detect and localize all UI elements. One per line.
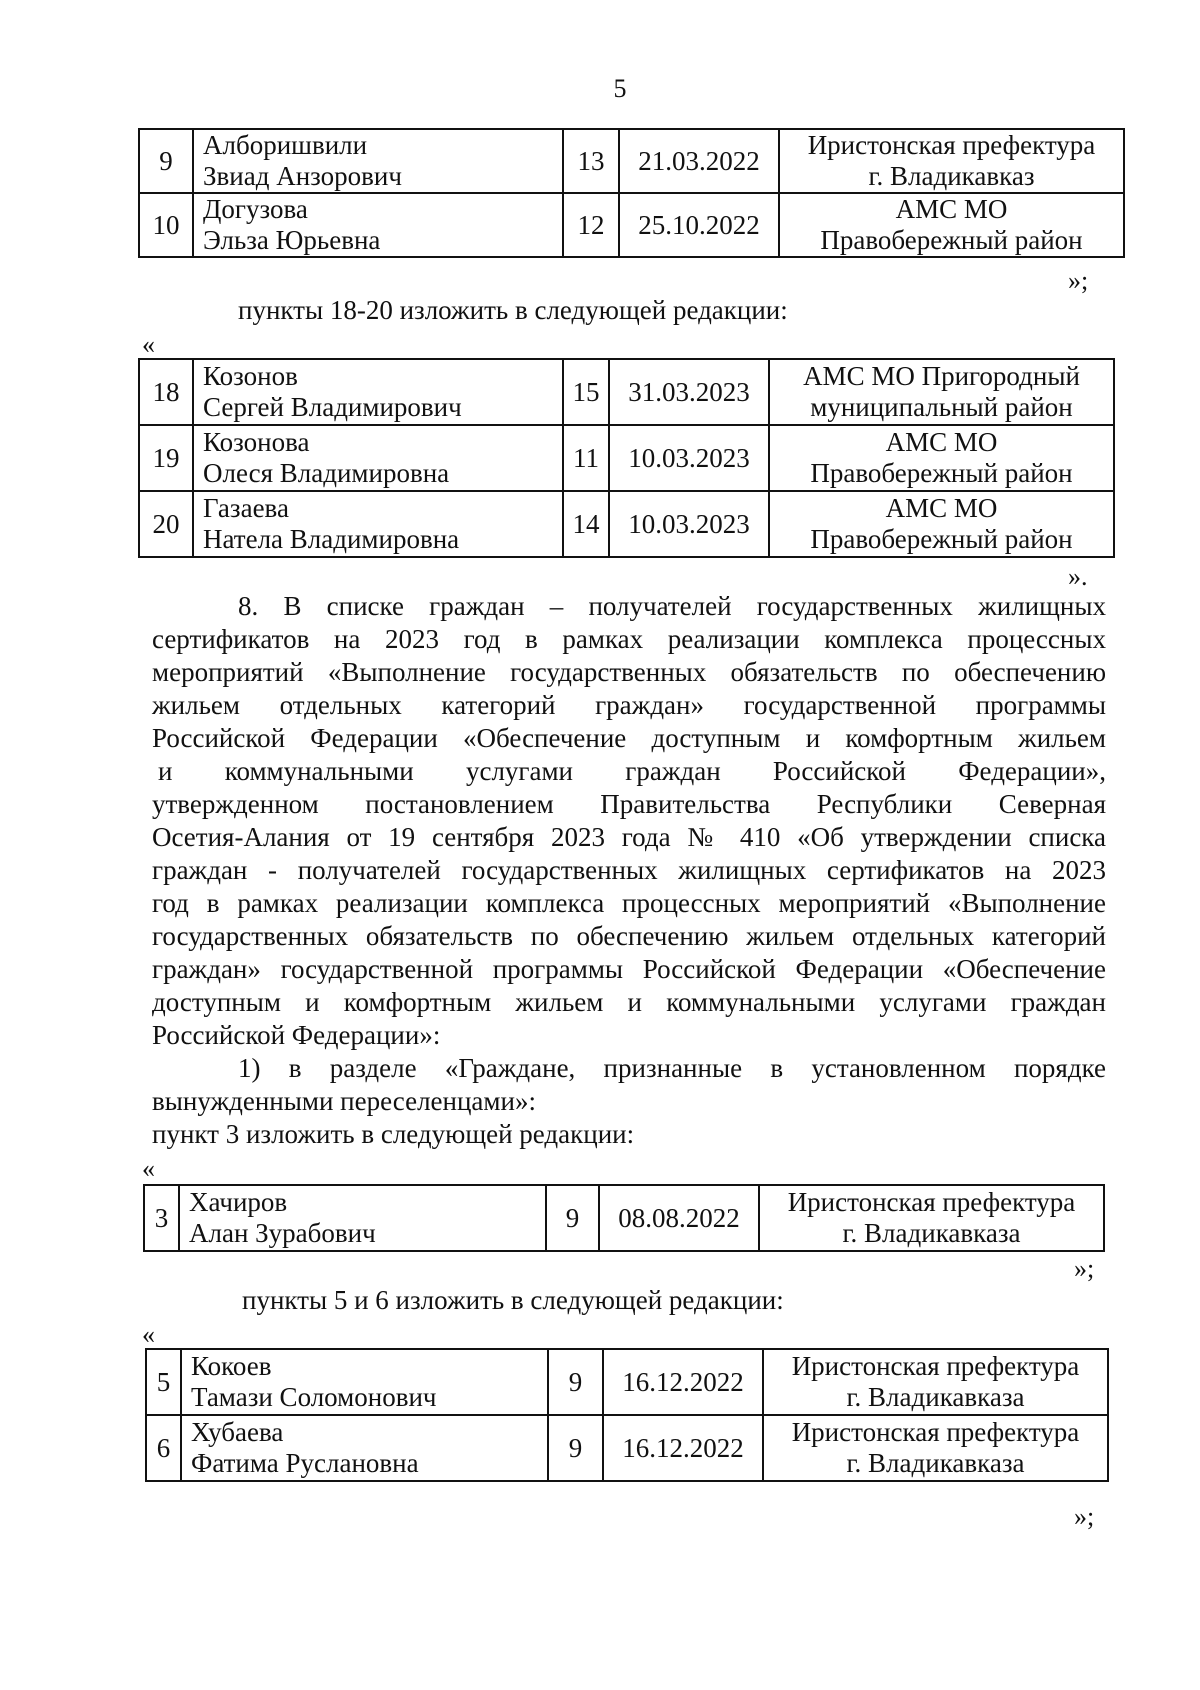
paragraph-line: Российской Федерации «Обеспечение доступным и комфортным жильем [152, 723, 1106, 753]
citizen-first-name: Олеся Владимировна [203, 458, 450, 488]
organization-line-1: Иристонская префектура [787, 1187, 1076, 1217]
row-number: 6 [146, 1415, 181, 1481]
registration-date: 21.03.2022 [619, 129, 779, 193]
opening-quote: « [142, 1154, 155, 1183]
table-row [139, 425, 1114, 491]
table-row [144, 1185, 1104, 1251]
table-row [139, 491, 1114, 557]
citizen-first-name: Фатима Руслановна [191, 1448, 419, 1478]
organization-line-2: г. Владикавказа [846, 1448, 1025, 1478]
row-number: 10 [139, 193, 193, 257]
citizen-name [181, 1415, 548, 1481]
intro-text: пункт 3 изложить в следующей редакции: [152, 1119, 635, 1149]
table-citizens-4 [145, 1348, 1109, 1482]
paragraph-line: мероприятий «Выполнение государственных обязательств по обеспечению [152, 657, 1106, 687]
paragraph-line: граждан - получателей государственных жилищных сертификатов на 2023 [152, 855, 1106, 885]
opening-quote: « [142, 330, 155, 359]
opening-quote: « [142, 1320, 155, 1349]
family-size: 14 [563, 491, 609, 557]
citizen-name [193, 193, 563, 257]
citizen-name [193, 491, 563, 557]
citizen-first-name: Алан Зурабович [189, 1218, 376, 1248]
citizen-name [193, 425, 563, 491]
citizen-last-name: Кокоев [191, 1351, 272, 1381]
organization [779, 193, 1124, 257]
organization-line-2: г. Владикавказ [868, 161, 1035, 191]
registration-date: 08.08.2022 [599, 1185, 759, 1251]
citizen-first-name: Тамази Соломонович [191, 1382, 437, 1412]
citizen-last-name: Алборишвили [203, 130, 368, 160]
organization-line-1: Иристонская префектура [807, 130, 1096, 160]
paragraph-line: жильем отдельных категорий граждан» государственной программы [152, 690, 1106, 720]
page-number: 5 [613, 74, 627, 103]
paragraph-line: сертификатов на 2023 год в рамках реализации комплекса процессных [152, 624, 1106, 654]
citizen-name [179, 1185, 546, 1251]
row-number: 20 [139, 491, 193, 557]
citizen-last-name: Хачиров [189, 1187, 288, 1217]
table-row [139, 193, 1124, 257]
row-number: 5 [146, 1349, 181, 1415]
paragraph-line: утвержденном постановлением Правительства Республики Северная [152, 789, 1106, 819]
table-row [139, 129, 1124, 193]
organization [769, 425, 1114, 491]
citizen-first-name: Звиад Анзорович [203, 161, 402, 191]
intro-text: пункты 18-20 изложить в следующей редакции: [238, 295, 788, 325]
citizen-last-name: Козонов [203, 361, 298, 391]
citizen-last-name: Догузова [203, 194, 308, 224]
subitem-line: вынужденными переселенцами»: [152, 1086, 536, 1116]
organization-line-1: АМС МО Пригородный [803, 361, 1080, 391]
organization-line-2: г. Владикавказа [842, 1218, 1021, 1248]
registration-date: 10.03.2023 [609, 425, 769, 491]
organization-line-2: Правобережный район [820, 225, 1083, 255]
citizen-last-name: Хубаева [191, 1417, 284, 1447]
paragraph-line: государственных обязательств по обеспечению жильем отдельных категорий [152, 921, 1106, 951]
table-citizens-1 [138, 128, 1125, 258]
family-size: 13 [563, 129, 619, 193]
citizen-name [193, 129, 563, 193]
organization-line-2: Правобережный район [810, 458, 1073, 488]
paragraph-line: граждан» государственной программы Российской Федерации «Обеспечение [152, 954, 1106, 984]
row-number: 9 [139, 129, 193, 193]
family-size: 11 [563, 425, 609, 491]
citizen-last-name: Козонова [203, 427, 310, 457]
row-number: 19 [139, 425, 193, 491]
closing-quote: »; [1074, 1502, 1095, 1531]
organization [759, 1185, 1104, 1251]
registration-date: 10.03.2023 [609, 491, 769, 557]
table-row [146, 1349, 1108, 1415]
citizen-name [181, 1349, 548, 1415]
paragraph-line: доступным и комфортным жильем и коммунальными услугами граждан [152, 987, 1106, 1017]
subitem-line: 1) в разделе «Граждане, признанные в установленном порядке [238, 1053, 1106, 1083]
subitem-1 [152, 1052, 1106, 1118]
citizen-first-name: Сергей Владимирович [203, 392, 462, 422]
citizen-first-name: Натела Владимировна [203, 524, 460, 554]
citizen-first-name: Эльза Юрьевна [203, 225, 381, 255]
organization-line-1: АМС МО [895, 194, 1008, 224]
organization [769, 359, 1114, 425]
family-size: 15 [563, 359, 609, 425]
paragraph-line: Российской Федерации»: [152, 1020, 441, 1050]
paragraph-8 [152, 590, 1106, 1052]
registration-date: 31.03.2023 [609, 359, 769, 425]
organization [779, 129, 1124, 193]
organization [763, 1349, 1108, 1415]
organization-line-2: Правобережный район [810, 524, 1073, 554]
paragraph-line: год в рамках реализации комплекса процессных мероприятий «Выполнение [152, 888, 1106, 918]
registration-date: 16.12.2022 [603, 1415, 763, 1481]
organization [769, 491, 1114, 557]
organization [763, 1415, 1108, 1481]
table-citizens-3 [143, 1184, 1105, 1252]
row-number: 18 [139, 359, 193, 425]
closing-quote: »; [1074, 1254, 1095, 1283]
table-row [139, 359, 1114, 425]
organization-line-1: АМС МО [885, 427, 998, 457]
registration-date: 16.12.2022 [603, 1349, 763, 1415]
organization-line-2: муниципальный район [810, 392, 1073, 422]
paragraph-line: Осетия-Алания от 19 сентября 2023 года № 410 «Об утверждении списка [152, 822, 1106, 852]
organization-line-1: Иристонская префектура [791, 1417, 1080, 1447]
paragraph-line: и коммунальными услугами граждан Российской Федерации», [158, 756, 1106, 786]
citizen-name [193, 359, 563, 425]
closing-quote: »; [1068, 266, 1089, 295]
organization-line-2: г. Владикавказа [846, 1382, 1025, 1412]
family-size: 12 [563, 193, 619, 257]
family-size: 9 [548, 1349, 603, 1415]
table-citizens-2 [138, 358, 1115, 558]
organization-line-1: Иристонская префектура [791, 1351, 1080, 1381]
paragraph-line: 8. В списке граждан – получателей государственных жилищных [238, 591, 1106, 621]
family-size: 9 [548, 1415, 603, 1481]
row-number: 3 [144, 1185, 179, 1251]
family-size: 9 [546, 1185, 599, 1251]
organization-line-1: АМС МО [885, 493, 998, 523]
intro-text: пункты 5 и 6 изложить в следующей редакции: [242, 1285, 784, 1315]
citizen-last-name: Газаева [203, 493, 289, 523]
registration-date: 25.10.2022 [619, 193, 779, 257]
closing-quote: ». [1068, 562, 1088, 591]
table-row [146, 1415, 1108, 1481]
